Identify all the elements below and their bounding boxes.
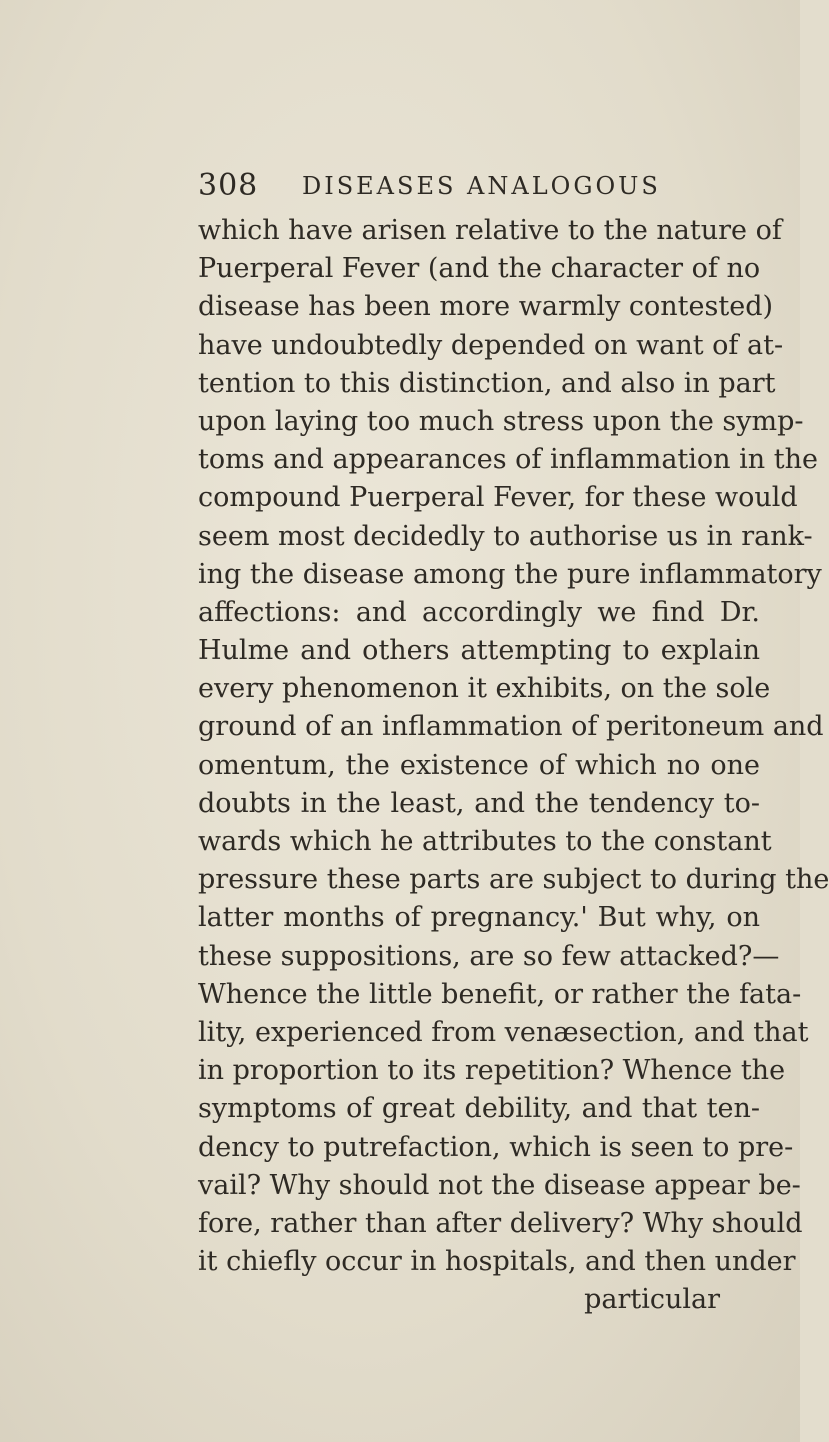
page-header: [198, 168, 758, 212]
text-line: dency to putrefaction, which is seen to pre-: [198, 1131, 794, 1163]
text-line: ing the disease among the pure inflammatory: [198, 558, 822, 590]
text-line: toms and appearances of inflammation in the: [198, 444, 818, 476]
text-line: wards which he attributes to the constant: [198, 826, 772, 857]
text-line: have undoubtedly depended on want of at-: [198, 329, 784, 361]
text-line: affections: and accordingly we find Dr.: [198, 596, 760, 628]
text-line: symptoms of great debility, and that ten-: [198, 1093, 760, 1125]
page-number: 308: [198, 168, 259, 203]
text-line: latter months of pregnancy.' But why, on: [198, 902, 760, 934]
text-line: Whence the little benefit, or rather the fata-: [198, 978, 802, 1010]
text-line: it chiefly occur in hospitals, and then under: [198, 1246, 796, 1278]
text-line: tention to this distinction, and also in part: [198, 367, 776, 399]
text-line: vail? Why should not the disease appear be-: [198, 1169, 801, 1201]
text-line: disease has been more warmly contested): [198, 291, 774, 323]
text-line: lity, experienced from venæsection, and that: [198, 1016, 809, 1048]
body-text: [198, 212, 829, 1319]
text-line: seem most decidedly to authorise us in rank-: [198, 520, 813, 552]
text-line: in proportion to its repetition? Whence the: [198, 1055, 786, 1087]
text-line: these suppositions, are so few attacked?—: [198, 940, 780, 972]
running-head: DISEASES ANALOGOUS: [302, 172, 661, 200]
text-line: fore, rather than after delivery? Why should: [198, 1207, 803, 1239]
text-line: compound Puerperal Fever, for these would: [198, 482, 798, 514]
text-line: Puerperal Fever (and the character of no: [198, 253, 761, 285]
text-line: upon laying too much stress upon the symp-: [198, 405, 804, 437]
text-line: every phenomenon it exhibits, on the sole: [198, 673, 771, 705]
text-line: doubts in the least, and the tendency to-: [198, 787, 760, 819]
text-line: which have arisen relative to the nature of: [198, 215, 782, 246]
text-line: Hulme and others attempting to explain: [198, 635, 760, 667]
text-line: omentum, the existence of which no one: [198, 749, 760, 781]
text-line: ground of an inflammation of peritoneum and: [198, 711, 824, 743]
catchword: particular: [584, 1284, 720, 1316]
text-line: pressure these parts are subject to during the: [198, 864, 829, 896]
